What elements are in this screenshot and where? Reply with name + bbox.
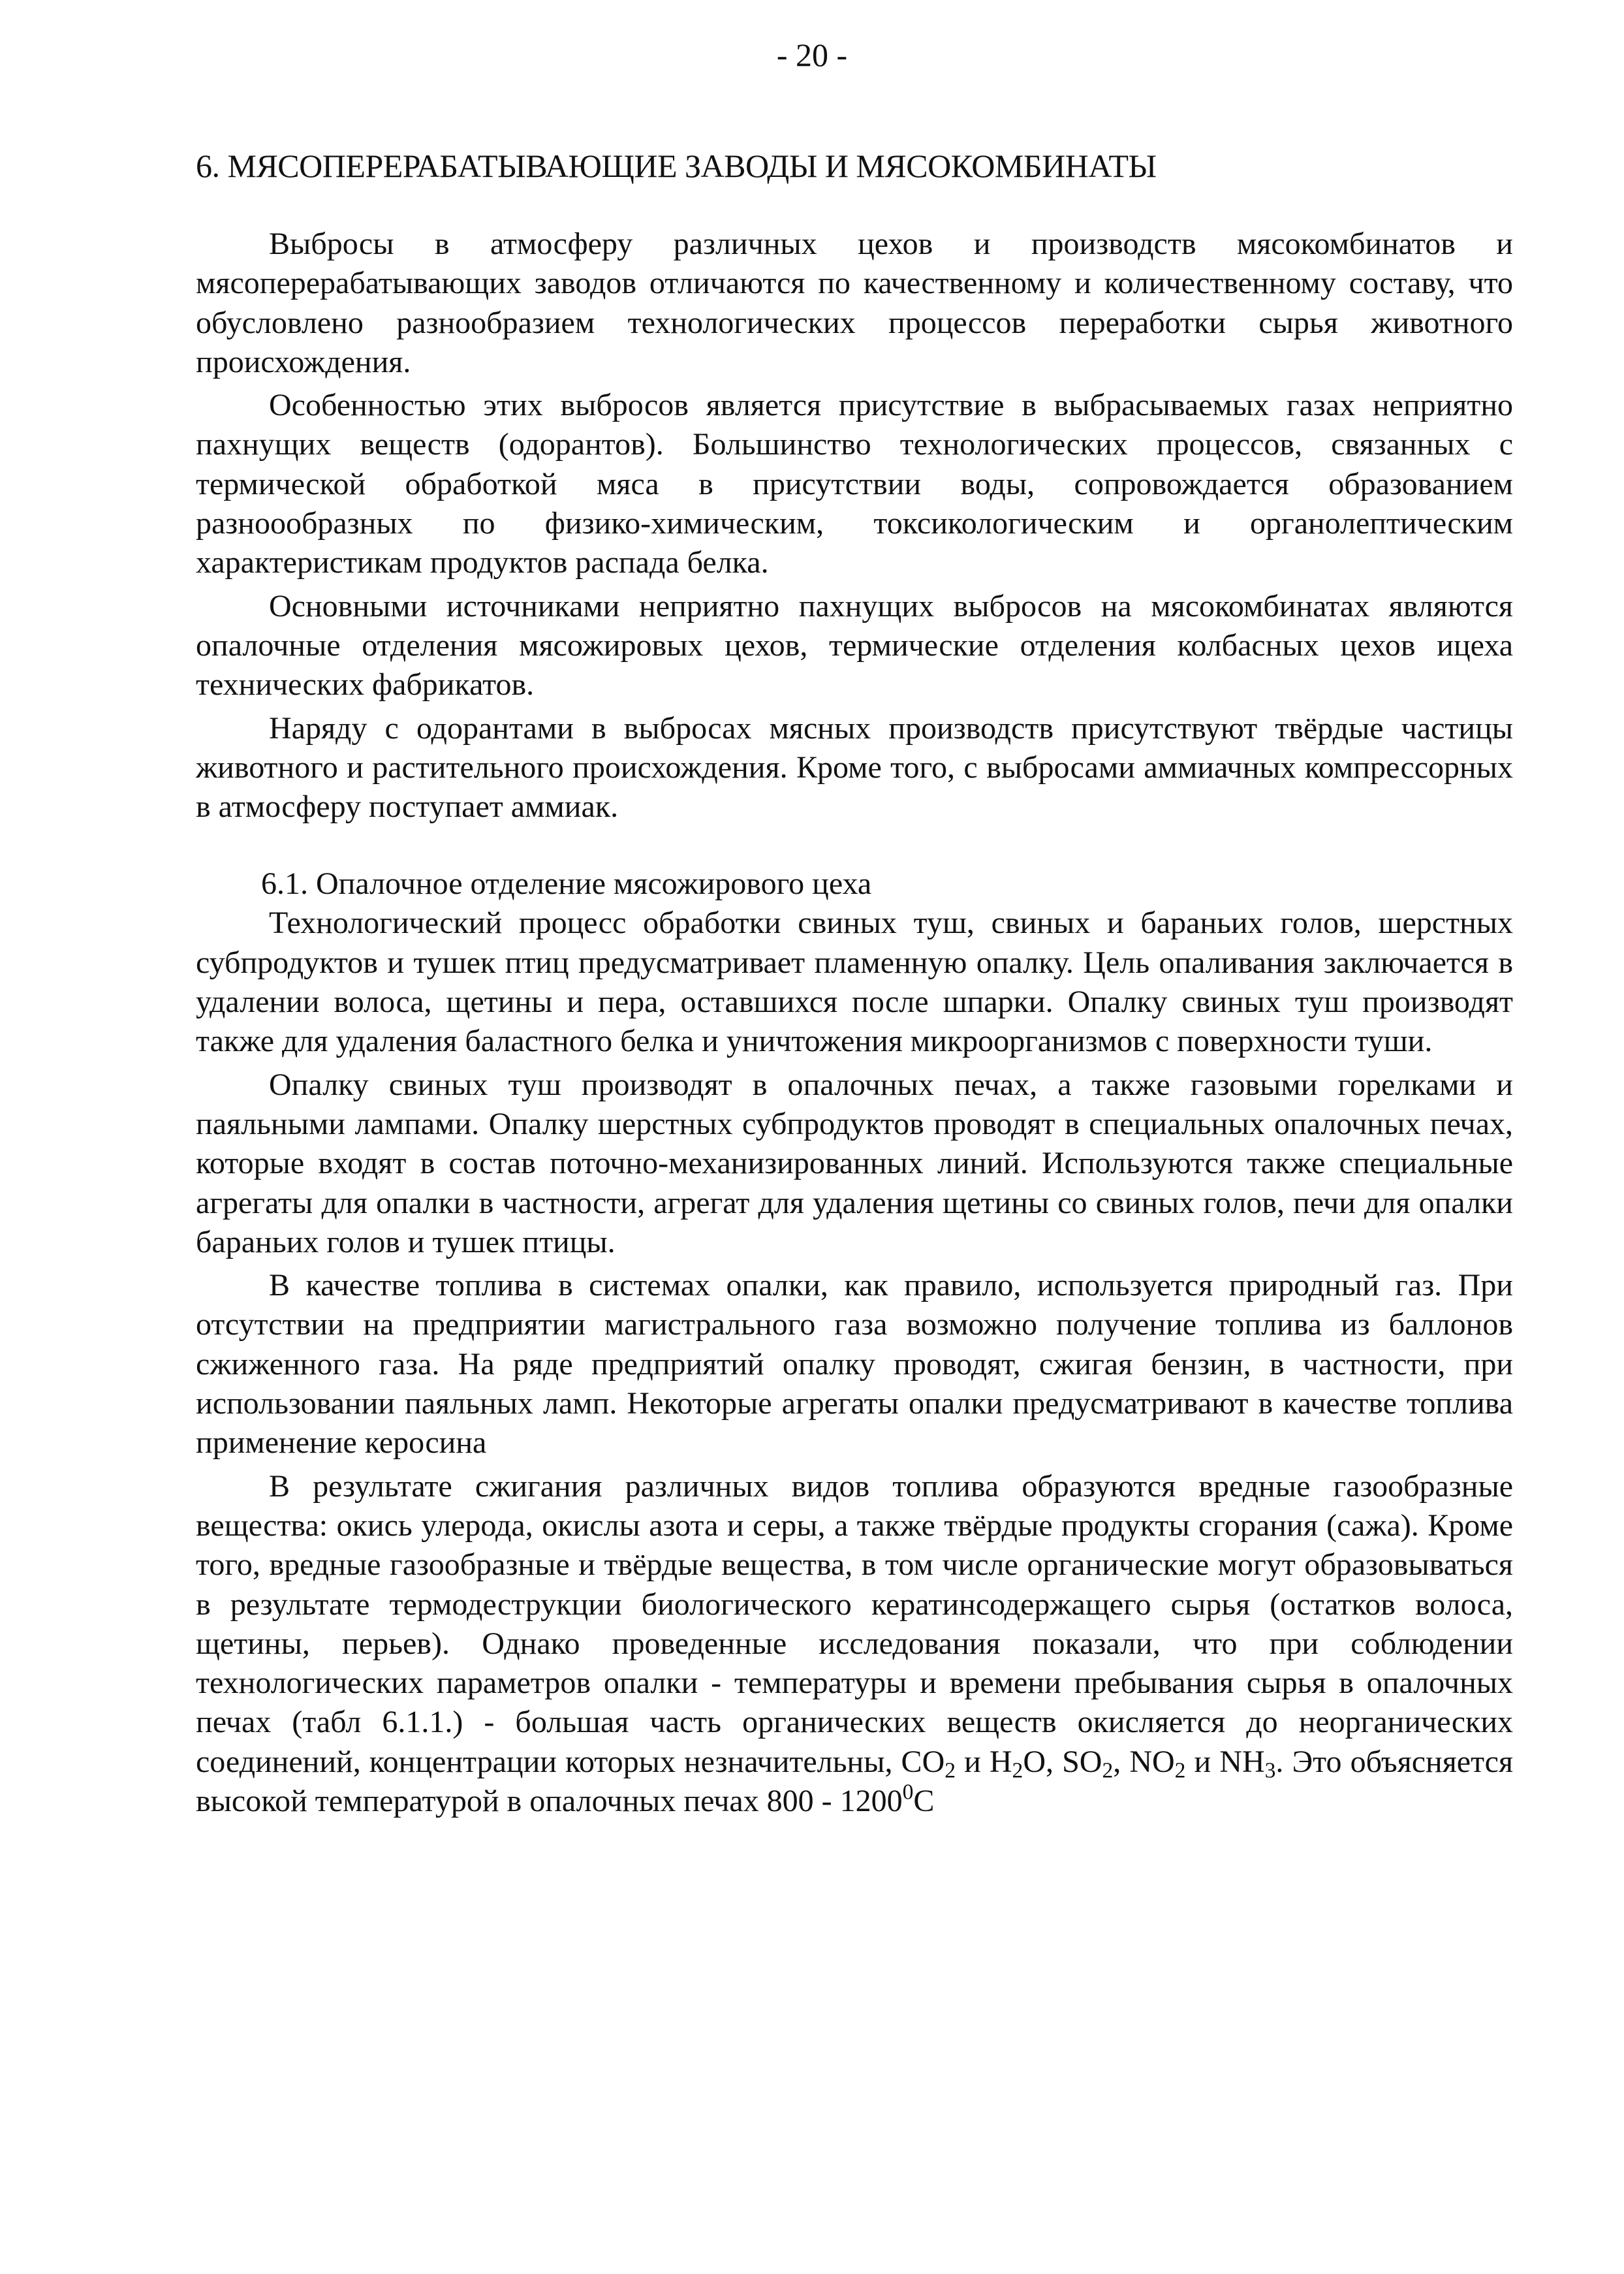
formula-so2: $SO_2$: [1062, 1744, 1114, 1783]
paragraph: Наряду с одорантами в выбросах мясных производств присутствуют твёрдые частицы животного и растительного происхождения. Кроме того, с выбросами аммиачных компрессорных в атмосферу поступает аммиак.: [196, 710, 1513, 825]
page-number: - 20 -: [776, 37, 848, 73]
paragraph: Особенностью этих выбросов является присутствие в выбрасываемых газах неприятно пахнущих веществ (одорантов). Большинство технологических процессов, связанных с термической обработкой мяса в присутствии воды, сопровождается образованием разноообразных по физико-химическим, токсикологическим и органолептическим характеристикам продуктов распада белка.: [196, 388, 1513, 580]
formula-no2: $NO_2$: [1121, 1744, 1186, 1783]
section-heading: 6. МЯСОПЕРЕРАБАТЫВАЮЩИЕ ЗАВОДЫ И МЯСОКОМБИНАТЫ: [196, 148, 1157, 184]
formula-h2o: $H_2O$,: [989, 1744, 1063, 1783]
subsection-heading: [196, 864, 1513, 904]
paragraph: В качестве топлива в системах опалки, как правило, используется природный газ. При отсутствии на предприятии магистрального газа возможно получение топлива из баллонов сжиженного газа. На ряде предприятий опалку проводят, сжигая бензин, в частности, при использовании паяльных ламп. Некоторые агрегаты опалки предусматривают в качестве топлива применение керосина: [196, 1268, 1513, 1461]
paragraph: Основными источниками неприятно пахнущих выбросов на мясокомбинатах являются опалочные отделения мясожировых цехов, термические отделения колбасных цехов ицеха технических фабрикатов.: [196, 588, 1513, 703]
paragraph-text: В результате сжигания различных видов топлива образуются вредные газообразные вещества: окись улерода, окислы азота и серы, а также твёрдые продукты сгорания (сажа). Кроме того, вредные газообразные и твёрдые вещества, в том числе органические могут образовываться в результате термодеструкции биологического кератинсодержащего сырья (остатков волоса, щетины, перьев). Однако проведенные исследования показали, что при соблюдении технологических параметров опалки - температуры и времени пребывания сырья в опалочных печах (табл 6.1.1.) - большая часть органических веществ окисляется до неорганических соединений, концентрации которых незначительны,: [196, 1468, 1513, 1779]
formula-co2: $CO_2$: [901, 1744, 956, 1783]
paragraph: Выбросы в атмосферу различных цехов и производств мясокомбинатов и мясоперерабатывающих заводов отличаются по качественному и количественному составу, что обусловлено разнообразием технологических процессов переработки сырья животного происхождения.: [196, 227, 1513, 379]
page-content: [196, 145, 1513, 1821]
paragraph-with-formulas: В результате сжигания различных видов топлива образуются вредные газообразные вещества: окись улерода, окислы азота и серы, а также твёрдые продукты сгорания (сажа). Кроме того, вредные газообразные и твёрдые вещества, в том числе органические могут образовываться в результате термодеструкции биологического кератинсодержащего сырья (остатков волоса, щетины, перьев). Однако проведенные исследования показали, что при соблюдении технологических параметров опалки - температуры и времени пребывания сырья в опалочных печах (табл 6.1.1.) - большая часть органических веществ окисляется до неорганических соединений, концентрации которых незначительны, $CO_2$ и $H_2O$, $SO_2$, $NO_2$ и $NH_3$. Это объясняется высокой температурой в опалочных печах 800 - 1200$^0$С: [196, 1468, 1514, 1818]
formula-nh3: $NH_3$: [1219, 1744, 1276, 1783]
paragraph: Опалку свиных туш производят в опалочных печах, а также газовыми горелками и паяльными лампами. Опалку шерстных субпродуктов проводят в специальных опалочных печах, которые входят в состав поточно-механизированных линий. Используются также специальные агрегаты для опалки в частности, агрегат для удаления щетины со свиных голов, печи для опалки бараньих голов и тушек птицы.: [196, 1067, 1513, 1259]
paragraph: Технологический процесс обработки свиных туш, свиных и бараньих голов, шерстных субпродуктов и тушек птиц предусматривает пламенную опалку. Цель опаливания заключается в удалении волоса, щетины и пера, оставшихся после шпарки. Опалку свиных туш производят также для удаления баластного белка и уничтожения микроорганизмов с поверхности туши.: [196, 906, 1513, 1059]
temperature-unit: С: [913, 1783, 935, 1818]
degree-superscript: 0: [902, 1780, 914, 1805]
subsection-heading-text: 6.1. Опалочное отделение мясожирового цеха: [261, 866, 872, 902]
